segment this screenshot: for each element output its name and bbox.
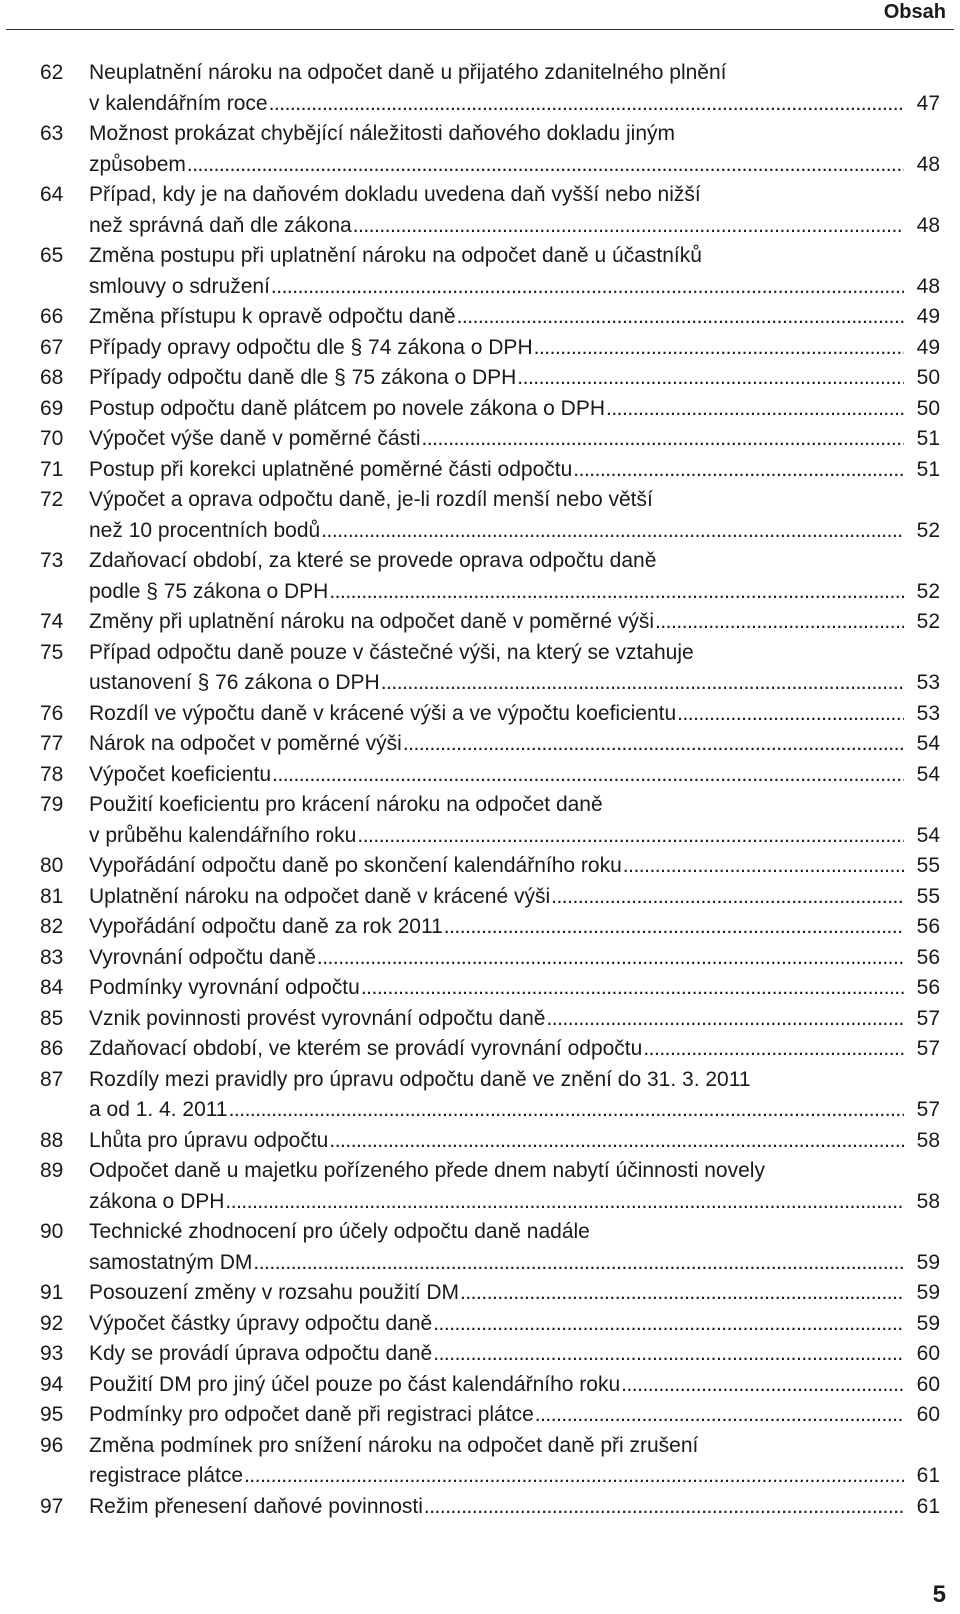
toc-entry[interactable] xyxy=(40,912,940,943)
toc-entry[interactable] xyxy=(40,760,940,791)
toc-entry-page: 57 xyxy=(916,1006,940,1030)
dot-leader xyxy=(353,211,904,242)
toc-entry-title: ustanovení § 76 zákona o DPH xyxy=(89,671,380,694)
dot-leader xyxy=(329,577,904,608)
toc-entry-title: Případ odpočtu daně pouze v částečné výši, na který se vztahuje xyxy=(89,640,694,664)
dot-leader xyxy=(457,302,904,333)
toc-entry-title: Uplatnění nároku na odpočet daně v krácené výši xyxy=(89,884,551,908)
toc-entry-title: smlouvy o sdružení xyxy=(89,274,270,298)
dot-leader xyxy=(433,1309,904,1340)
toc-entry[interactable] xyxy=(40,424,940,455)
table-of-contents xyxy=(40,58,940,1522)
toc-entry-title: Výpočet částky úpravy odpočtu daně xyxy=(89,1311,433,1335)
toc-entry-number: 63 xyxy=(40,122,64,145)
toc-entry-title: Zdaňovací období, ve kterém se provádí vyrovnání odpočtu xyxy=(89,1037,643,1060)
dot-leader xyxy=(546,1004,904,1035)
toc-entry[interactable] xyxy=(40,1156,940,1217)
toc-entry-title: Vypořádání odpočtu daně za rok 2011 xyxy=(89,915,443,938)
dot-leader xyxy=(225,1187,904,1218)
dot-leader xyxy=(361,973,904,1004)
toc-entry-number: 90 xyxy=(40,1220,64,1243)
toc-entry-title: Režim přenesení daňové povinnosti xyxy=(89,1494,423,1518)
toc-entry-page: 52 xyxy=(916,579,940,603)
toc-entry-number: 71 xyxy=(40,457,64,481)
toc-entry-number: 72 xyxy=(40,488,64,511)
toc-entry[interactable] xyxy=(40,1126,940,1157)
toc-entry-title: způsobem xyxy=(89,152,186,176)
toc-entry-number: 87 xyxy=(40,1067,64,1091)
toc-entry[interactable] xyxy=(40,851,940,882)
toc-entry-title: Změna podmínek pro snížení nároku na odpočet daně při zrušení xyxy=(89,1433,699,1457)
toc-entry[interactable] xyxy=(40,699,940,730)
toc-entry[interactable] xyxy=(40,180,940,241)
toc-entry-page: 50 xyxy=(916,366,940,389)
toc-entry-number: 65 xyxy=(40,244,64,267)
toc-entry-page: 55 xyxy=(916,854,940,877)
toc-entry-title: Změna přístupu k opravě odpočtu daně xyxy=(89,305,456,328)
toc-entry-title: samostatným DM xyxy=(89,1250,253,1274)
toc-entry-number: 70 xyxy=(40,427,64,450)
dot-leader xyxy=(433,1339,904,1370)
toc-entry-page: 56 xyxy=(916,915,940,938)
toc-entry-number: 68 xyxy=(40,366,64,389)
toc-entry-page: 57 xyxy=(916,1098,940,1121)
toc-entry-title: Kdy se provádí úprava odpočtu daně xyxy=(89,1342,433,1365)
dot-leader xyxy=(403,729,904,760)
toc-entry-page: 59 xyxy=(916,1250,940,1274)
toc-entry-page: 53 xyxy=(916,701,940,725)
toc-entry-number: 73 xyxy=(40,549,64,572)
toc-entry-page: 51 xyxy=(916,427,940,450)
toc-entry-title: Lhůta pro úpravu odpočtu xyxy=(89,1128,329,1152)
dot-leader xyxy=(229,1095,904,1126)
toc-entry-number: 66 xyxy=(40,305,64,328)
toc-entry-page: 52 xyxy=(916,610,940,633)
toc-entry-page: 51 xyxy=(916,457,940,481)
toc-entry[interactable] xyxy=(40,333,940,364)
toc-entry-title: Změny při uplatnění nároku na odpočet daně v poměrné výši xyxy=(89,610,655,633)
toc-entry-number: 78 xyxy=(40,762,64,786)
toc-entry-title: podle § 75 zákona o DPH xyxy=(89,579,329,603)
dot-leader xyxy=(677,699,904,730)
toc-entry[interactable] xyxy=(40,1278,940,1309)
toc-entry-number: 83 xyxy=(40,945,64,969)
toc-entry-page: 52 xyxy=(916,518,940,542)
dot-leader xyxy=(424,1492,904,1523)
dot-leader xyxy=(621,1370,904,1401)
toc-entry-number: 64 xyxy=(40,183,64,206)
toc-entry-page: 56 xyxy=(916,976,940,999)
toc-entry-title: Postup odpočtu daně plátcem po novele zákona o DPH xyxy=(89,396,606,420)
toc-entry[interactable] xyxy=(40,241,940,302)
toc-entry-title: než správná daň dle zákona xyxy=(89,213,352,237)
toc-entry-page: 58 xyxy=(916,1189,940,1213)
toc-entry-number: 88 xyxy=(40,1128,64,1152)
toc-entry[interactable] xyxy=(40,1370,940,1401)
toc-entry[interactable] xyxy=(40,302,940,333)
toc-entry-title: Výpočet koeficientu xyxy=(89,762,272,786)
toc-entry[interactable] xyxy=(40,1217,940,1278)
toc-entry-number: 97 xyxy=(40,1494,64,1518)
toc-entry-title: Možnost prokázat chybějící náležitosti daňového dokladu jiným xyxy=(89,122,675,145)
toc-entry[interactable] xyxy=(40,790,940,851)
dot-leader xyxy=(623,851,904,882)
toc-entry-number: 85 xyxy=(40,1006,64,1030)
toc-entry-title: než 10 procentních bodů xyxy=(89,518,321,542)
toc-entry-number: 95 xyxy=(40,1403,64,1426)
toc-entry-page: 50 xyxy=(916,396,940,420)
toc-entry[interactable] xyxy=(40,394,940,425)
toc-entry[interactable] xyxy=(40,973,940,1004)
toc-entry-title: Rozdíl ve výpočtu daně v krácené výši a ve výpočtu koeficientu xyxy=(89,701,677,725)
toc-entry-number: 84 xyxy=(40,976,64,999)
toc-entry-title: Případ, kdy je na daňovém dokladu uvedena daň vyšší nebo nižší xyxy=(89,183,701,206)
toc-entry-number: 93 xyxy=(40,1342,64,1365)
dot-leader xyxy=(321,516,904,547)
toc-entry-number: 89 xyxy=(40,1159,64,1182)
toc-entry-page: 47 xyxy=(916,91,940,115)
toc-entry-page: 59 xyxy=(916,1311,940,1335)
toc-entry-page: 49 xyxy=(916,305,940,328)
toc-entry-page: 55 xyxy=(916,884,940,908)
toc-entry[interactable] xyxy=(40,363,940,394)
dot-leader xyxy=(317,943,904,974)
toc-entry-page: 48 xyxy=(916,274,940,298)
toc-entry-title: Vznik povinnosti provést vyrovnání odpočtu daně xyxy=(89,1006,546,1030)
toc-entry-number: 86 xyxy=(40,1037,64,1060)
toc-entry-page: 54 xyxy=(916,823,940,847)
toc-entry-page: 48 xyxy=(916,213,940,237)
toc-entry[interactable] xyxy=(40,943,940,974)
toc-entry-title: registrace plátce xyxy=(89,1464,244,1487)
toc-entry-number: 74 xyxy=(40,610,64,633)
toc-entry-number: 91 xyxy=(40,1281,64,1304)
toc-entry-title: Vyrovnání odpočtu daně xyxy=(89,945,316,969)
dot-leader xyxy=(643,1034,904,1065)
dot-leader xyxy=(606,394,904,425)
toc-entry[interactable] xyxy=(40,485,940,546)
dot-leader xyxy=(244,1461,904,1492)
toc-entry-title: Postup při korekci uplatněné poměrné části odpočtu xyxy=(89,457,573,481)
toc-entry-page: 60 xyxy=(916,1342,940,1365)
toc-entry-title: Odpočet daně u majetku pořízeného přede dnem nabytí účinnosti novely xyxy=(89,1159,765,1182)
dot-leader xyxy=(271,272,904,303)
dot-leader xyxy=(329,1126,904,1157)
dot-leader xyxy=(444,912,904,943)
toc-entry-title: Případy odpočtu daně dle § 75 zákona o DPH xyxy=(89,366,517,389)
toc-entry-number: 77 xyxy=(40,732,64,755)
toc-entry[interactable] xyxy=(40,1004,940,1035)
toc-entry-title: Nárok na odpočet v poměrné výši xyxy=(89,732,402,755)
toc-entry-page: 61 xyxy=(916,1494,940,1518)
toc-entry-title: Rozdíly mezi pravidly pro úpravu odpočtu daně ve znění do 31. 3. 2011 xyxy=(89,1067,751,1091)
toc-entry-number: 62 xyxy=(40,61,64,84)
toc-entry-page: 53 xyxy=(916,671,940,694)
dot-leader xyxy=(534,333,904,364)
toc-entry[interactable] xyxy=(40,546,940,607)
toc-entry-title: Neuplatnění nároku na odpočet daně u přijatého zdanitelného plnění xyxy=(89,61,727,84)
toc-entry-page: 60 xyxy=(916,1403,940,1426)
toc-entry-number: 96 xyxy=(40,1433,64,1457)
toc-entry-title: v průběhu kalendářního roku xyxy=(89,823,357,847)
toc-entry-title: Změna postupu při uplatnění nároku na odpočet daně u účastníků xyxy=(89,244,702,267)
header-divider xyxy=(6,29,954,30)
toc-entry-page: 59 xyxy=(916,1281,940,1304)
toc-entry[interactable] xyxy=(40,1309,940,1340)
toc-entry-number: 81 xyxy=(40,884,64,908)
dot-leader xyxy=(655,607,904,638)
toc-entry-page: 48 xyxy=(916,152,940,176)
toc-entry-title: Použití DM pro jiný účel pouze po část kalendářního roku xyxy=(89,1372,621,1396)
toc-entry[interactable] xyxy=(40,1431,940,1492)
toc-entry-page: 58 xyxy=(916,1128,940,1152)
toc-entry-page: 61 xyxy=(916,1464,940,1487)
toc-entry[interactable] xyxy=(40,1400,940,1431)
toc-entry[interactable] xyxy=(40,1065,940,1126)
dot-leader xyxy=(460,1278,904,1309)
toc-entry-title: Posouzení změny v rozsahu použití DM xyxy=(89,1281,460,1304)
dot-leader xyxy=(253,1248,904,1279)
toc-entry-page: 54 xyxy=(916,762,940,786)
toc-entry-title: a od 1. 4. 2011 xyxy=(89,1098,228,1121)
toc-entry-number: 76 xyxy=(40,701,64,725)
toc-entry[interactable] xyxy=(40,729,940,760)
toc-entry-title: v kalendářním roce xyxy=(89,91,268,115)
toc-entry[interactable] xyxy=(40,455,940,486)
toc-entry[interactable] xyxy=(40,119,940,180)
toc-entry-number: 67 xyxy=(40,335,64,359)
toc-entry[interactable] xyxy=(40,638,940,699)
toc-entry-number: 82 xyxy=(40,915,64,938)
toc-entry-title: Technické zhodnocení pro účely odpočtu daně nadále xyxy=(89,1220,590,1243)
toc-entry-title: Zdaňovací období, za které se provede oprava odpočtu daně xyxy=(89,549,657,572)
toc-entry-page: 60 xyxy=(916,1372,940,1396)
dot-leader xyxy=(517,363,904,394)
toc-entry[interactable] xyxy=(40,58,940,119)
toc-entry-title: Výpočet výše daně v poměrné části xyxy=(89,427,421,450)
toc-entry-number: 69 xyxy=(40,396,64,420)
toc-entry-title: Podmínky pro odpočet daně při registraci plátce xyxy=(89,1403,534,1426)
toc-entry-number: 75 xyxy=(40,640,64,664)
toc-entry[interactable] xyxy=(40,1339,940,1370)
toc-entry-title: zákona o DPH xyxy=(89,1189,225,1213)
toc-entry-title: Výpočet a oprava odpočtu daně, je-li rozdíl menší nebo větší xyxy=(89,488,653,511)
toc-entry[interactable] xyxy=(40,882,940,913)
dot-leader xyxy=(573,455,904,486)
toc-entry-title: Vypořádání odpočtu daně po skončení kalendářního roku xyxy=(89,854,622,877)
dot-leader xyxy=(272,760,904,791)
toc-entry-title: Podmínky vyrovnání odpočtu xyxy=(89,976,360,999)
dot-leader xyxy=(357,821,904,852)
toc-entry-page: 57 xyxy=(916,1037,940,1060)
dot-leader xyxy=(381,668,904,699)
toc-entry-page: 54 xyxy=(916,732,940,755)
toc-entry-title: Použití koeficientu pro krácení nároku na odpočet daně xyxy=(89,793,603,816)
page-header-title: Obsah xyxy=(883,1,946,23)
dot-leader xyxy=(269,89,904,120)
toc-entry[interactable] xyxy=(40,1034,940,1065)
toc-entry[interactable] xyxy=(40,607,940,638)
dot-leader xyxy=(187,150,904,181)
toc-entry-title: Případy opravy odpočtu dle § 74 zákona o DPH xyxy=(89,335,533,359)
toc-entry-number: 80 xyxy=(40,854,64,877)
toc-entry-page: 56 xyxy=(916,945,940,969)
dot-leader xyxy=(551,882,904,913)
page-number: 5 xyxy=(932,1581,946,1608)
toc-entry-number: 79 xyxy=(40,793,64,816)
dot-leader xyxy=(422,424,904,455)
toc-entry-number: 92 xyxy=(40,1311,64,1335)
toc-entry-page: 49 xyxy=(916,335,940,359)
toc-entry-number: 94 xyxy=(40,1372,64,1396)
toc-entry[interactable] xyxy=(40,1492,940,1523)
dot-leader xyxy=(535,1400,904,1431)
